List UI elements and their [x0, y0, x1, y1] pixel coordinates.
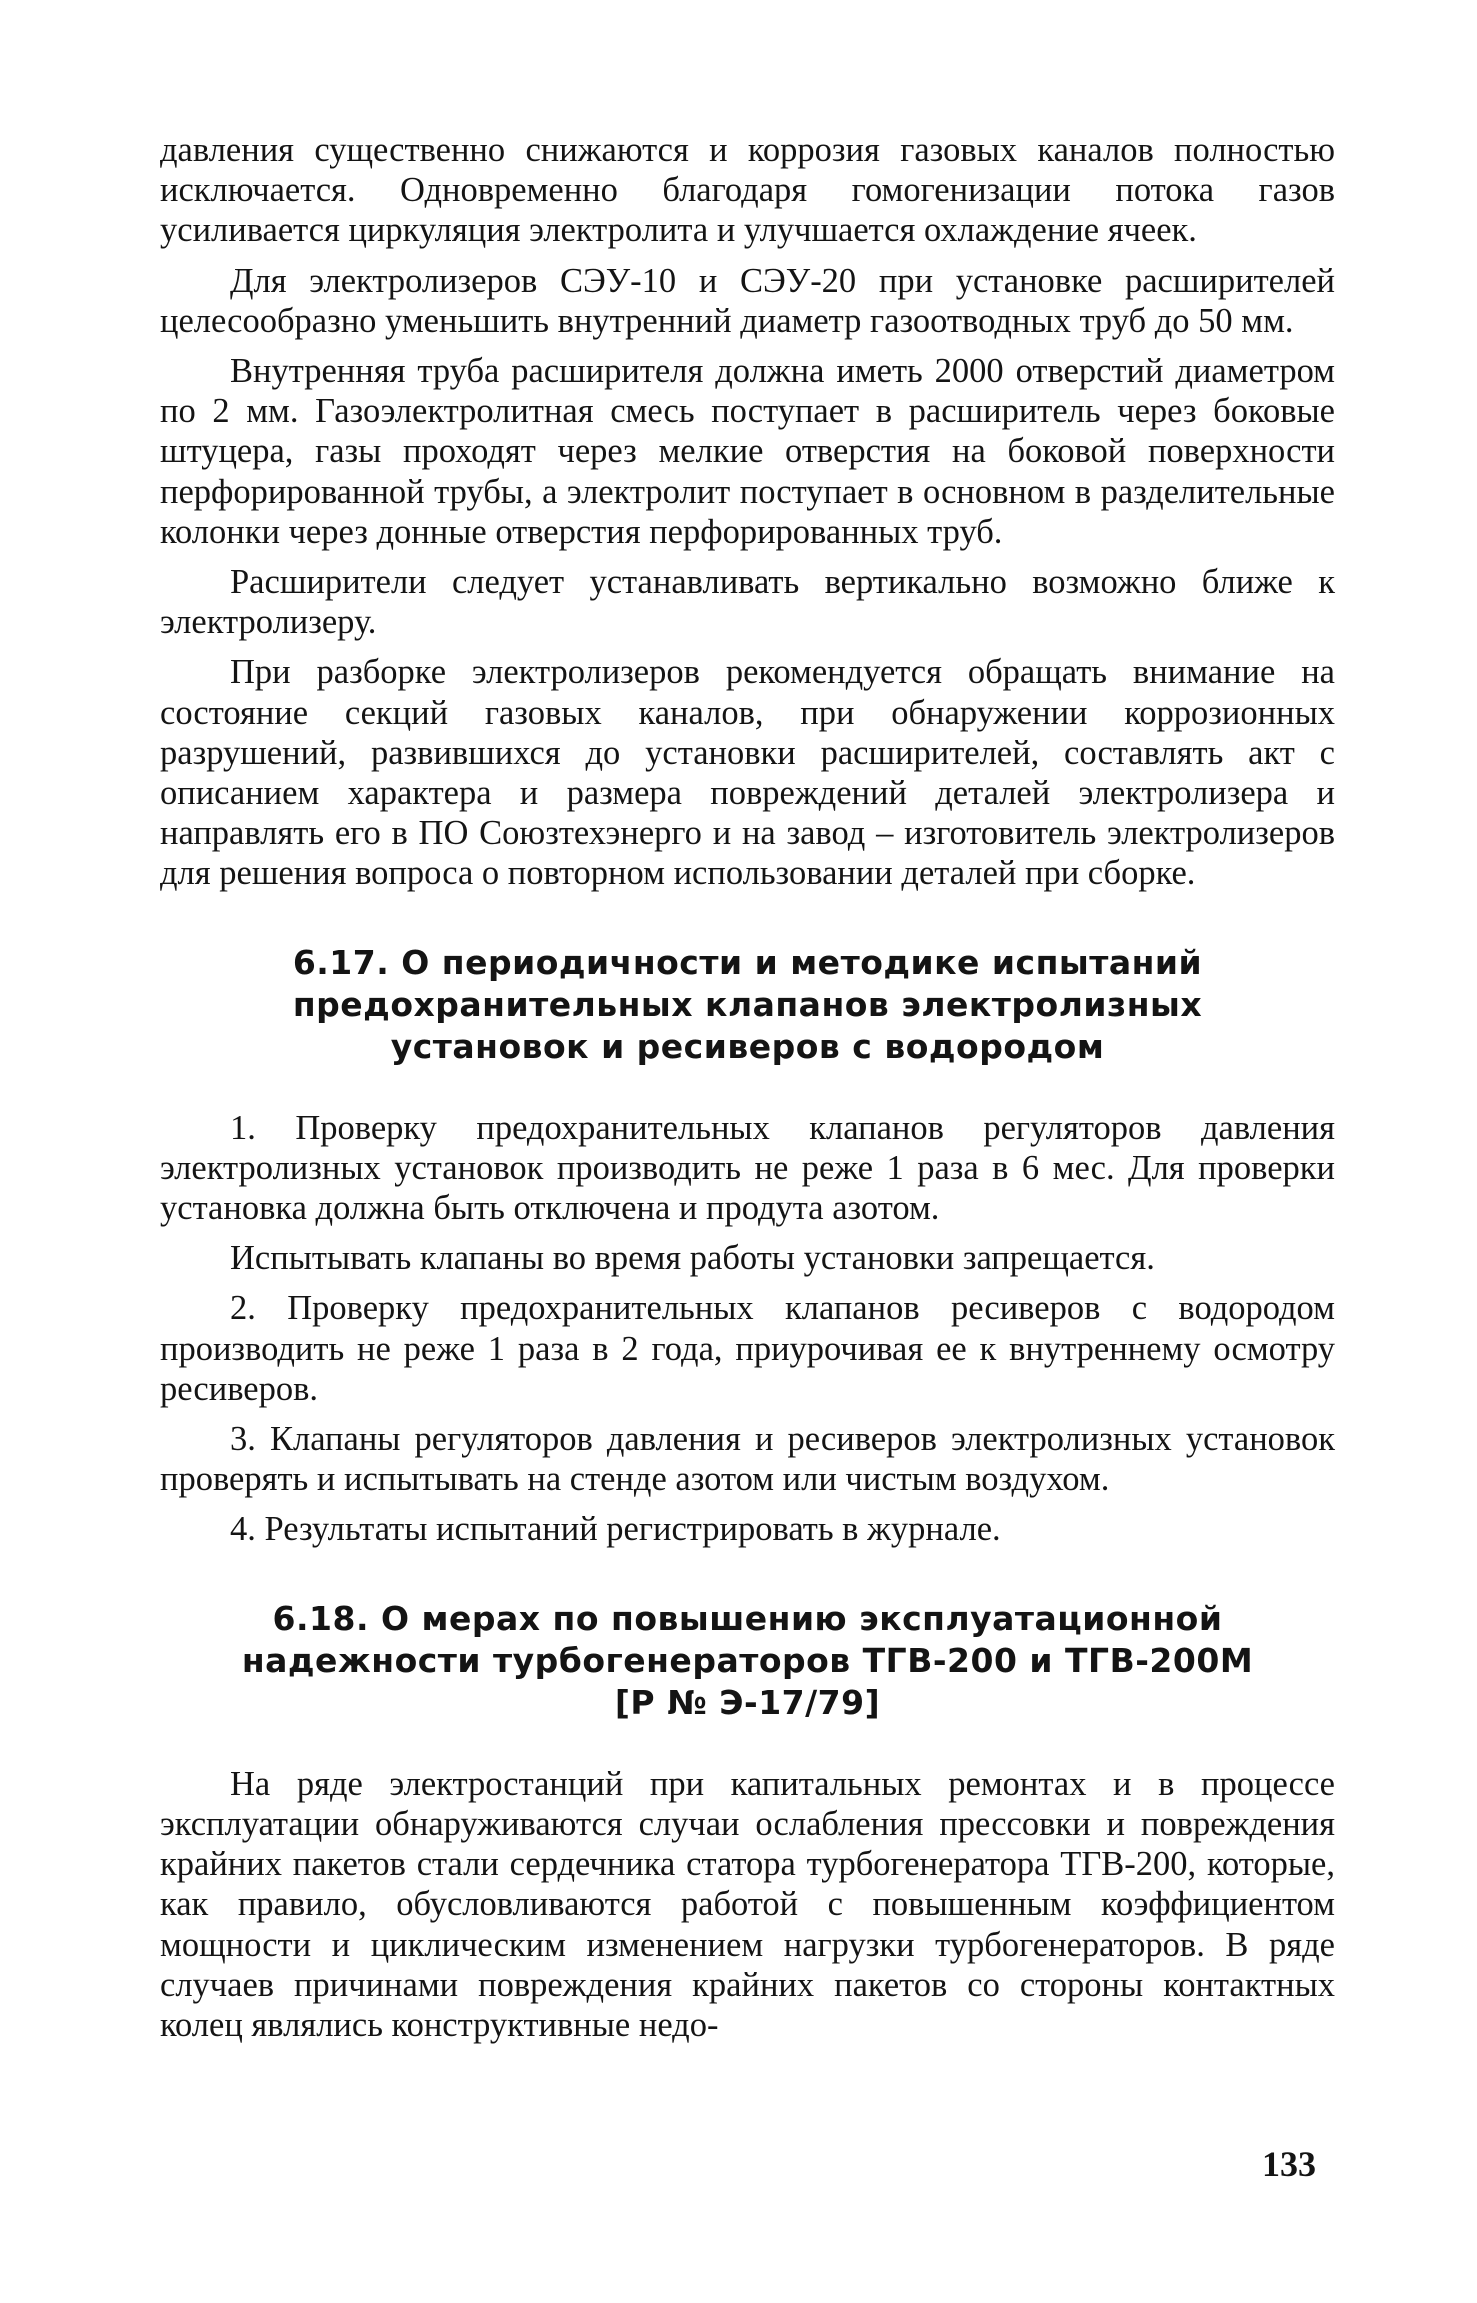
heading-line: [Р № Э-17/79]: [614, 1682, 881, 1722]
heading-line: 6.17. О периодичности и методике испытаний: [292, 942, 1203, 982]
section-heading-6-17: [160, 942, 1335, 1068]
heading-line: установок и ресиверов с водородом: [390, 1026, 1105, 1066]
paragraph: На ряде электростанций при капитальных ремонтах и в процессе эксплуатации обнаруживаются случаи ослабления прессовки и повреждения крайних пакетов стали сердечника статора турбогенератора ТГВ-200, которые, как правило, обусловливаются работой с повышенным коэффициентом мощности и циклическим изменением нагрузки турбогенераторов. В ряде случаев причинами повреждения крайних пакетов со стороны контактных колец являлись конструктивные недо-: [160, 1764, 1335, 2044]
page-number: 133: [1262, 2144, 1316, 2184]
list-item: 3. Клапаны регуляторов давления и ресиверов электролизных установок проверять и испытывать на стенде азотом или чистым воздухом.: [160, 1420, 1335, 1499]
paragraph: Расширители следует устанавливать вертикально возможно ближе к электролизеру.: [160, 563, 1335, 642]
paragraph: Для электролизеров СЭУ-10 и СЭУ-20 при установке расширителей целесообразно уменьшить внутренний диаметр газоотводных труб до 50 мм.: [160, 261, 1335, 340]
list-item: 4. Результаты испытаний регистрировать в журнале.: [230, 1510, 1001, 1549]
list-item: 1. Проверку предохранительных клапанов регуляторов давления электролизных установок производить не реже 1 раза в 6 мес. Для проверки установка должна быть отключена и продута азотом.: [160, 1108, 1335, 1228]
paragraph: давления существенно снижаются и коррозия газовых каналов полностью исключается. Одновременно благодаря гомогенизации потока газов усиливается циркуляция электролита и улучшается охлаждение ячеек.: [160, 131, 1335, 250]
section-heading-6-18: [160, 1598, 1335, 1724]
heading-line: 6.18. О мерах по повышению эксплуатационной: [272, 1598, 1223, 1638]
heading-line: надежности турбогенераторов ТГВ-200 и ТГВ-200М: [241, 1640, 1254, 1680]
paragraph: При разборке электролизеров рекомендуется обращать внимание на состояние секций газовых каналов, при обнаружении коррозионных разрушений, развившихся до установки расширителей, составлять акт с описанием характера и размера повреждений деталей электролизера и направлять его в ПО Союзтехэнерго и на завод – изготовитель электролизеров для решения вопроса о повторном использовании деталей при сборке.: [160, 653, 1335, 893]
page-body: [160, 130, 1335, 2055]
list-item: 2. Проверку предохранительных клапанов ресиверов с водородом производить не реже 1 раза в 2 года, приурочивая ее к внутреннему осмотру ресиверов.: [160, 1289, 1335, 1408]
list-item: Испытывать клапаны во время работы установки запрещается.: [230, 1239, 1155, 1278]
paragraph: Внутренняя труба расширителя должна иметь 2000 отверстий диаметром по 2 мм. Газоэлектролитная смесь поступает в расширитель через боковые штуцера, газы проходят через мелкие отверстия на боковой поверхности перфорированной трубы, а электролит поступает в основном в разделительные колонки через донные отверстия перфорированных труб.: [160, 352, 1335, 551]
heading-line: предохранительных клапанов электролизных: [292, 984, 1203, 1024]
